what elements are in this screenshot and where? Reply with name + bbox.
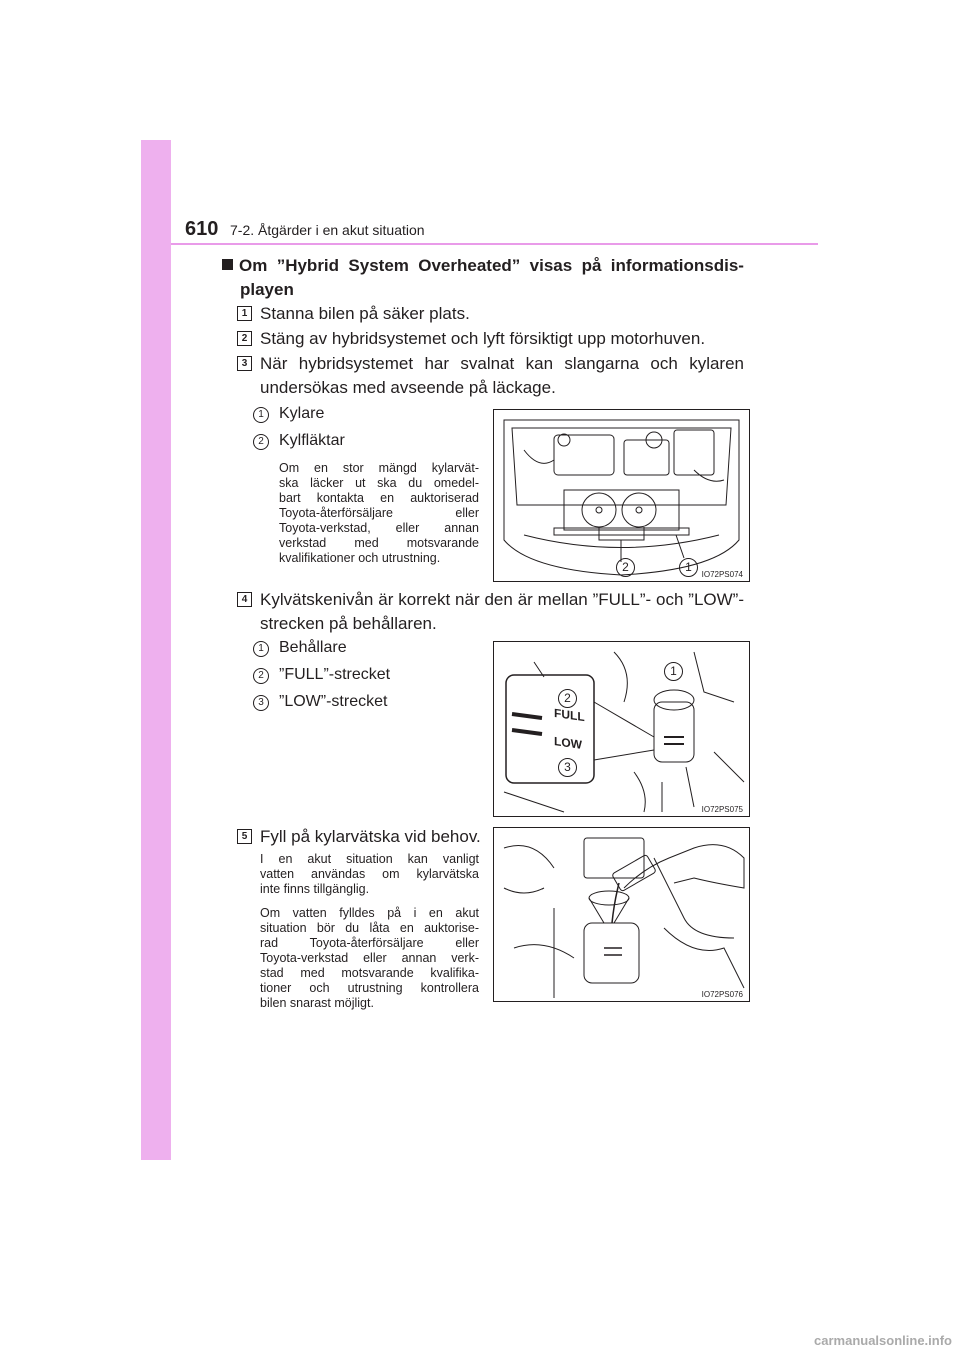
- step-1-text: Stanna bilen på säker plats.: [260, 304, 470, 323]
- step-number-badge: 3: [237, 356, 252, 371]
- figure-coolant-reservoir: [493, 641, 750, 817]
- callout-number: 2: [253, 434, 269, 450]
- header-rule: [171, 243, 818, 245]
- low-mark-label: LOW: [554, 734, 582, 752]
- heading-word: informationsdis-: [610, 256, 744, 275]
- callout-fans: 2: [616, 558, 635, 577]
- step-number-badge: 1: [237, 306, 252, 321]
- section-title: 7-2. Åtgärder i en akut situation: [230, 222, 425, 238]
- heading-word: visas: [529, 256, 573, 275]
- callout-reservoir: 1: [664, 662, 683, 681]
- note-radiator-leak: Om en stor mängd kylarvät- ska läcker ut ska du omedel- bart kontakta en auktoriserad Toyota-återförsäljare eller Toyota-verkstad, eller annan verkstad med motsvarande kvalifikationer och utrustning.: [279, 461, 479, 565]
- callout-low-line: 3: [558, 758, 577, 777]
- page-number: 610: [185, 218, 219, 240]
- step-number-badge: 2: [237, 331, 252, 346]
- callout-number: 2: [253, 668, 269, 684]
- heading-word: System: [348, 256, 409, 275]
- legend-label: Kylfläktar: [279, 432, 345, 449]
- legend-label: Behållare: [279, 639, 347, 656]
- callout-full-line: 2: [558, 689, 577, 708]
- sidebar-tab: [141, 140, 171, 1160]
- step-4-text-line1: Kylvätskenivån är korrekt när den är mellan ”FULL”- och ”LOW”-: [260, 590, 744, 609]
- heading-word: på: [581, 256, 602, 275]
- heading-line2: playen: [240, 280, 294, 299]
- figure-code: IO72PS074: [701, 570, 743, 579]
- figure-code: IO72PS076: [701, 990, 743, 999]
- legend-label: ”LOW”-strecket: [279, 693, 388, 710]
- note-water-emergency: I en akut situation kan vanligt vatten användas om kylarvätska inte finns tillgänglig.: [260, 852, 479, 896]
- step-3-text-line1: När hybridsystemet har svalnat kan slangarna och kylaren: [260, 354, 744, 373]
- watermark: carmanualsonline.info: [814, 1333, 952, 1348]
- square-bullet-icon: [222, 259, 233, 270]
- full-mark-label: FULL: [554, 705, 585, 725]
- heading-word: Overheated”: [418, 256, 521, 275]
- step-number-badge: 4: [237, 592, 252, 607]
- heading-word: ”Hybrid: [276, 256, 340, 275]
- figure-filling-coolant: [493, 827, 750, 1002]
- heading-word: Om: [222, 254, 267, 278]
- step-3-text-line2: undersökas med avseende på läckage.: [260, 378, 556, 397]
- figure-engine-bay: [493, 409, 750, 582]
- callout-number: 1: [253, 407, 269, 423]
- step-number-badge: 5: [237, 829, 252, 844]
- note-water-check: Om vatten fylldes på i en akut situation bör du låta en auktorise- rad Toyota-återförsäljare eller Toyota-verkstad eller annan verk- stad med motsvarande kvalifika- tioner och utrustning kontrollera bilen snarast möjligt.: [260, 906, 479, 1010]
- step-2-text: Stäng av hybridsystemet och lyft försiktigt upp motorhuven.: [260, 329, 706, 348]
- step-4-text-line2: strecken på behållaren.: [260, 614, 437, 633]
- callout-number: 1: [253, 641, 269, 657]
- callout-radiator: 1: [679, 558, 698, 577]
- step-5-text: Fyll på kylarvätska vid behov.: [260, 827, 481, 846]
- heading: [222, 254, 744, 302]
- legend-label: ”FULL”-strecket: [279, 666, 391, 683]
- legend-label: Kylare: [279, 405, 325, 422]
- figure-code: IO72PS075: [701, 805, 743, 814]
- callout-number: 3: [253, 695, 269, 711]
